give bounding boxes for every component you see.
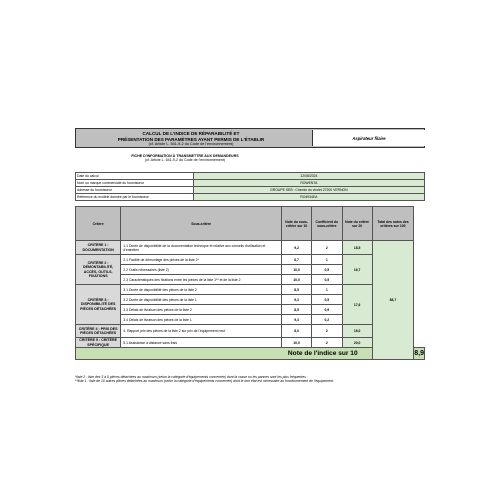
sub-criterion-coef: 0,9 bbox=[312, 305, 342, 315]
col-header-critere: Critère bbox=[76, 207, 121, 241]
criterion-score: 20,0 bbox=[342, 338, 372, 348]
sub-criterion-note: 9,3 bbox=[282, 315, 312, 325]
document-title bbox=[76, 131, 306, 148]
sub-criterion-coef: 1 bbox=[312, 285, 342, 295]
info-table bbox=[75, 172, 425, 201]
sub-criterion-coef: 2 bbox=[312, 325, 342, 338]
criterion-name: CRITÈRE 1 : DOCUMENTATION bbox=[76, 241, 121, 255]
footnote-1: *liste 2 : liste des 3 à 5 pièces détachées au maximum (selon la catégorie d'équipements concernée) dont la casse ou les pannes sont les plus fréquentes ; bbox=[75, 375, 308, 379]
col-header-sous-critere: Sous-critère bbox=[121, 207, 282, 241]
sub-criterion-label: 3.3 Délais de livraison des pièces de la liste 2 bbox=[121, 305, 282, 315]
footnotes bbox=[75, 375, 425, 384]
title-line-1: CALCUL DE L'INDICE DE RÉPARABILITÉ ET bbox=[142, 131, 240, 136]
criterion-name: CRITÈRE 3 : DISPONIBILITÉ DES PIÈCES DÉTACHÉES bbox=[76, 285, 121, 325]
sub-criterion-coef: 2 bbox=[312, 338, 342, 348]
info-row bbox=[76, 194, 425, 201]
sub-criterion-note: 8,5 bbox=[282, 285, 312, 295]
info-value: ROWENTA bbox=[193, 180, 424, 187]
sub-criterion-label: 2.2 Outils nécessaires (liste 2) bbox=[121, 265, 282, 275]
sub-criterion-note: 8,5 bbox=[282, 305, 312, 315]
sub-criterion-note: 9,2 bbox=[282, 241, 312, 255]
info-row bbox=[76, 180, 425, 187]
info-label: Nom ou marque commerciale du fournisseur bbox=[76, 180, 194, 187]
footnote-2: **liste 1 : liste de 10 autres pièces détachées au maximum (selon la catégorie d'équipements concernée) dont le bon état est nécessaire au fonctionnement de l'équipement. bbox=[75, 379, 334, 384]
criteria-table bbox=[75, 206, 425, 360]
sub-criterion-coef: 0,5 bbox=[312, 295, 342, 305]
criterion-name: CRITÈRE 2 : DÉMONTABILITÉ, ACCÈS, OUTILS, FIXATIONS bbox=[76, 255, 121, 285]
col-header-note20: Note du critère sur 20 bbox=[342, 207, 372, 241]
sub-criterion-note: 8,0 bbox=[282, 325, 312, 338]
product-type: Aspirateur filaire bbox=[312, 130, 425, 146]
col-header-total: Total des notes des critères sur 100 bbox=[372, 207, 414, 241]
sub-criterion-coef: 0,2 bbox=[312, 315, 342, 325]
sub-criterion-label: 3.4 Délais de livraison des pièces de la liste 1 bbox=[121, 315, 282, 325]
info-row bbox=[76, 187, 425, 194]
sub-criterion-label: 4. Rapport prix des pièces de la liste 2 sur prix de l'équipement neuf bbox=[121, 325, 282, 338]
sub-criterion-coef: 0,5 bbox=[312, 275, 342, 285]
info-label: Date du calcul bbox=[76, 173, 194, 180]
criterion-score: 16,7 bbox=[342, 255, 372, 285]
total-score: 88,7 bbox=[372, 241, 414, 360]
final-score-value: 8,9 bbox=[414, 348, 425, 360]
sub-criterion-label: 5.1 Assistance à distance sans frais bbox=[121, 338, 282, 348]
info-label: Adresse du fournisseur bbox=[76, 187, 194, 194]
sub-criterion-note: 10,0 bbox=[282, 275, 312, 285]
sub-criterion-label: 1.1 Durée de disponibilité de la documentation technique et relative aux conseils d'utilisation et d'entretien bbox=[121, 241, 282, 255]
info-value: GROUPE SEB : Chemin du virolet 27200 VERNON bbox=[193, 187, 424, 194]
sub-criterion-label: 3.1 Durée de disponibilité des pièces de la liste 2 bbox=[121, 285, 282, 295]
sub-criterion-label: 2.1 Facilité de démontage des pièces de la liste 2* bbox=[121, 255, 282, 265]
criterion-score: 16,0 bbox=[342, 325, 372, 338]
sub-criterion-note: 10,0 bbox=[282, 338, 312, 348]
col-header-coef: Coefficient du sous-critère bbox=[312, 207, 342, 241]
sub-criterion-coef: 1 bbox=[312, 255, 342, 265]
sub-criterion-note: 10,0 bbox=[282, 265, 312, 275]
table-row bbox=[76, 255, 425, 265]
info-value: RO4934EA bbox=[193, 194, 424, 201]
table-row bbox=[76, 241, 425, 255]
table-row bbox=[76, 325, 425, 338]
title-line-2: PRÉSENTATION DES PARAMÈTRES AYANT PERMIS DE L'ÉTABLIR bbox=[117, 136, 265, 142]
final-score-label: Note de l'indice sur 10 bbox=[76, 348, 373, 360]
sub-criterion-note: 6,7 bbox=[282, 255, 312, 265]
info-label: Référence du modèle donnée par le fournisseur bbox=[76, 194, 194, 201]
table-row bbox=[76, 285, 425, 295]
sub-criterion-label: 3.2 Durée de disponibilité des pièces de la liste 1 bbox=[121, 295, 282, 305]
criterion-score: 18,5 bbox=[342, 241, 372, 255]
fiche-heading bbox=[125, 154, 245, 163]
table-row bbox=[76, 338, 425, 348]
sub-criterion-coef: 2 bbox=[312, 241, 342, 255]
criterion-score: 17,6 bbox=[342, 285, 372, 325]
info-value: 12/08/2024 bbox=[193, 173, 424, 180]
fiche-line-2: (cf. Article L. 541-9-2 du Code de l'environnement) bbox=[144, 158, 226, 163]
col-header-note: Note du sous-critère sur 10 bbox=[282, 207, 312, 241]
table-header-row bbox=[76, 207, 425, 241]
sub-criterion-note: 9,3 bbox=[282, 295, 312, 305]
fiche-line-1: FICHE D'INFORMATION À TRANSMETTRE AUX DEMANDEURS bbox=[131, 154, 239, 158]
document-header bbox=[75, 128, 425, 148]
title-line-3: (cf. Article L. 541-9-2 du Code de l'environnement) bbox=[148, 142, 234, 147]
criterion-name: CRITÈRE 4 : PRIX DES PIÈCES DÉTACHÉES bbox=[76, 325, 121, 338]
info-row bbox=[76, 173, 425, 180]
final-score-row bbox=[76, 348, 425, 360]
sub-criterion-label: 2.3 Caractéristiques des fixations entre les pièces de la liste 1** et de la liste 2 bbox=[121, 275, 282, 285]
criterion-name: CRITÈRE 5 : CRITÈRE SPÉCIFIQUE bbox=[76, 338, 121, 348]
sub-criterion-coef: 0,5 bbox=[312, 265, 342, 275]
